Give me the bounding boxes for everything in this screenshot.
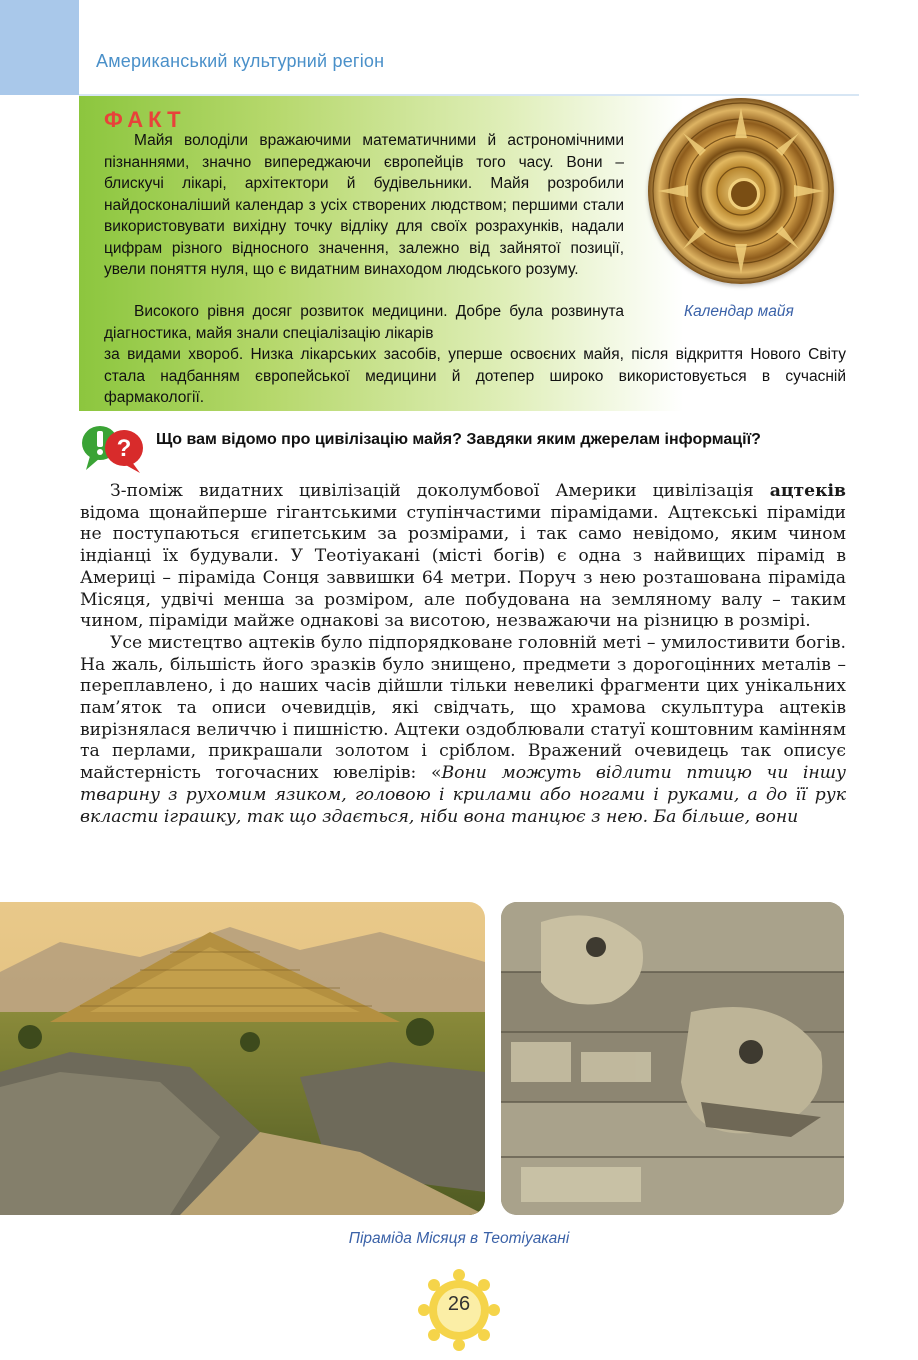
photo-caption: Піраміда Місяця в Теотіуакані (348, 1230, 570, 1247)
fact-paragraph-1-text: Майя володіли вражаючими математичними й астрономічними пізнаннями, значно випереджаючи європейців того часу. Вони – блискучі лікарі, архітектори й будівельники. Майя розробили найдосконаліший календар з усіх створених людством; першими стали використовувати вихідну точку відліку для своїх розрахунків, надали цифрам різного відносного значення, залежно від зайнятої позиції, увели поняття нуля, що є видатним винаходом людського розуму. (104, 132, 624, 278)
corner-color-block (0, 0, 79, 95)
fact-paragraph-2-start (104, 301, 624, 344)
fact-paragraph-2-start-text: Високого рівня досяг розвиток медицини. Добре була розвинута діагностика, майя знали спеціалізацію лікарів (104, 303, 624, 342)
serpent-head-sculpture-photo (501, 902, 844, 1215)
body-p2-start: Усе мистецтво ацтеків було підпорядковане головній меті – умилостивити богів. На жаль, більшість його зразків було знищено, предмети з дорогоцінних металів – переплавлено, і до наших часів дійшли тільки невеликі фрагменти цих унікальних пам’яток та описи очевидців, які свідчать, що храмова скульптура ацтеків вирізнялася величчю і пишністю. Ацтеки оздоблювали статуї коштовним камінням та перлами, прикрашали золотом і сріблом. Вражений очевидець так описує майстерність тогочасних ювелірів: « (80, 632, 846, 784)
body-p1-rest: відома щонайперше гігантськими ступінчастими пірамідами. Ацтекські піраміди не поступаються єгипетським за розмірами, і так само невідомо, яким чином індіанці їх будували. У Теотіуакані (місті богів) є одна з найвищих пірамід в Америці – піраміда Сонця заввишки 64 метри. Поруч з нею розташована піраміда Місяця, удвічі менша за розміром, але побудована на земляному валу – таким чином, піраміди майже однакові за висотою, незважаючи на різницю в розмірі. (80, 502, 846, 632)
body-p1-start: З-поміж видатних цивілізацій доколумбової Америки цивілізація (110, 481, 770, 501)
calendar-caption: Календар майя (684, 303, 794, 320)
serpent-illustration (501, 902, 844, 1215)
pyramid-illustration (0, 902, 485, 1215)
body-paragraph-2 (80, 633, 846, 828)
fact-paragraph-2-end-text: за видами хвороб. Низка лікарських засобів, уперше освоєних майя, після відкриття Нового Світу стала надбанням європейської медицини й дотепер широко використовується в сучасній фармакології. (104, 346, 846, 406)
body-quote: Вони можуть відлити птицю чи іншу тварину з рухомим язиком, головою і крилами або ногами і руками, а до її рук вкласти іграшку, так що здається, ніби вона танцює з нею. Ба більше, вони (80, 763, 846, 827)
calendar-sun-face (728, 178, 760, 210)
running-title: Американський культурний регіон (96, 51, 385, 71)
body-term-aztecs: ацтеків (769, 481, 846, 501)
question-exclamation-icon (80, 424, 146, 474)
body-paragraph-1 (80, 481, 846, 633)
maya-calendar-image (648, 98, 834, 284)
page-number: 26 (447, 1293, 471, 1315)
svg-text:?: ? (116, 435, 132, 462)
fact-title: ФАКТ (104, 107, 186, 132)
pyramid-of-the-moon-photo (0, 902, 485, 1215)
main-text (80, 481, 846, 828)
fact-paragraph-1 (104, 130, 624, 281)
fact-paragraph-2-end (104, 344, 846, 409)
discussion-question: Що вам відомо про цивілізацію майя? Завдяки яким джерелам інформації? (156, 431, 761, 448)
